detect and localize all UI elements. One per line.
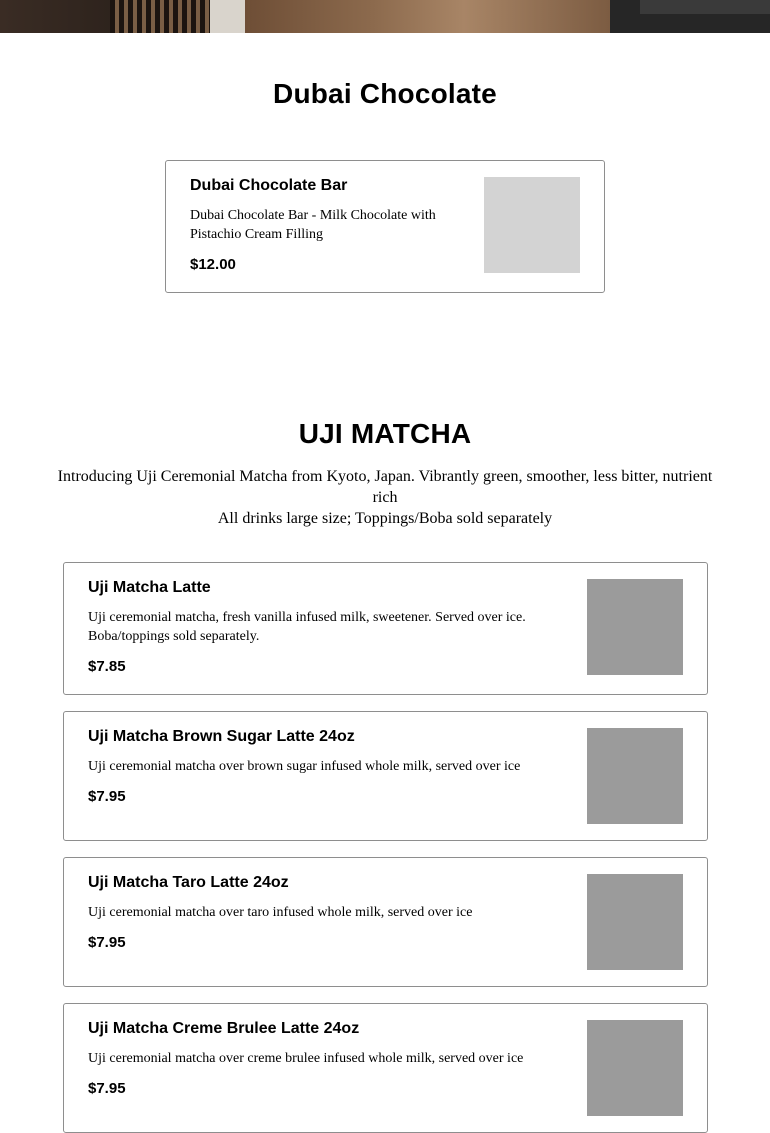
section-note: All drinks large size; Toppings/Boba sold separately (217, 510, 553, 527)
menu-item-image (587, 579, 683, 675)
menu-item-name: Uji Matcha Taro Latte 24oz (88, 874, 289, 891)
menu-item-price: $7.95 (88, 788, 126, 805)
menu-item-image (484, 177, 580, 273)
menu-item-name: Uji Matcha Brown Sugar Latte 24oz (88, 728, 355, 745)
menu-item-description: Uji ceremonial matcha over taro infused whole milk, served over ice (88, 905, 473, 920)
menu-item-image (587, 1020, 683, 1116)
menu-item-description: Uji ceremonial matcha over brown sugar infused whole milk, served over ice (88, 759, 521, 774)
menu-item-description: Uji ceremonial matcha over creme brulee infused whole milk, served over ice (88, 1051, 524, 1066)
menu-item-description: Dubai Chocolate Bar - Milk Chocolate with Pistachio Cream Filling (190, 208, 436, 242)
menu-item-name: Uji Matcha Latte (88, 579, 211, 596)
menu-item-price: $7.85 (88, 658, 126, 675)
hero-image (0, 0, 770, 33)
menu-item-price: $7.95 (88, 1080, 126, 1097)
menu-item-image (587, 728, 683, 824)
section-title-uji-matcha: UJI MATCHA (298, 418, 472, 449)
menu-item-card[interactable] (63, 562, 708, 695)
menu-item-description: Uji ceremonial matcha, fresh vanilla infused milk, sweetener. Served over ice. Boba/toppings sold separately. (88, 610, 526, 644)
menu-item-card[interactable] (165, 160, 605, 293)
hero-furniture-top (640, 0, 770, 14)
menu-item-price: $12.00 (190, 256, 236, 273)
section-description: Introducing Uji Ceremonial Matcha from Kyoto, Japan. Vibrantly green, smoother, less bitter, nutrient rich (57, 468, 713, 506)
section-title-dubai-chocolate: Dubai Chocolate (273, 78, 497, 109)
menu-item-image (587, 874, 683, 970)
menu-item-price: $7.95 (88, 934, 126, 951)
menu-item-name: Uji Matcha Creme Brulee Latte 24oz (88, 1020, 360, 1037)
menu-item-name: Dubai Chocolate Bar (190, 177, 348, 194)
menu-item-card[interactable] (63, 857, 708, 987)
hero-floor (245, 0, 610, 33)
hero-wall-slats (110, 0, 210, 33)
hero-wall (210, 0, 245, 33)
menu-item-card[interactable] (63, 711, 708, 841)
